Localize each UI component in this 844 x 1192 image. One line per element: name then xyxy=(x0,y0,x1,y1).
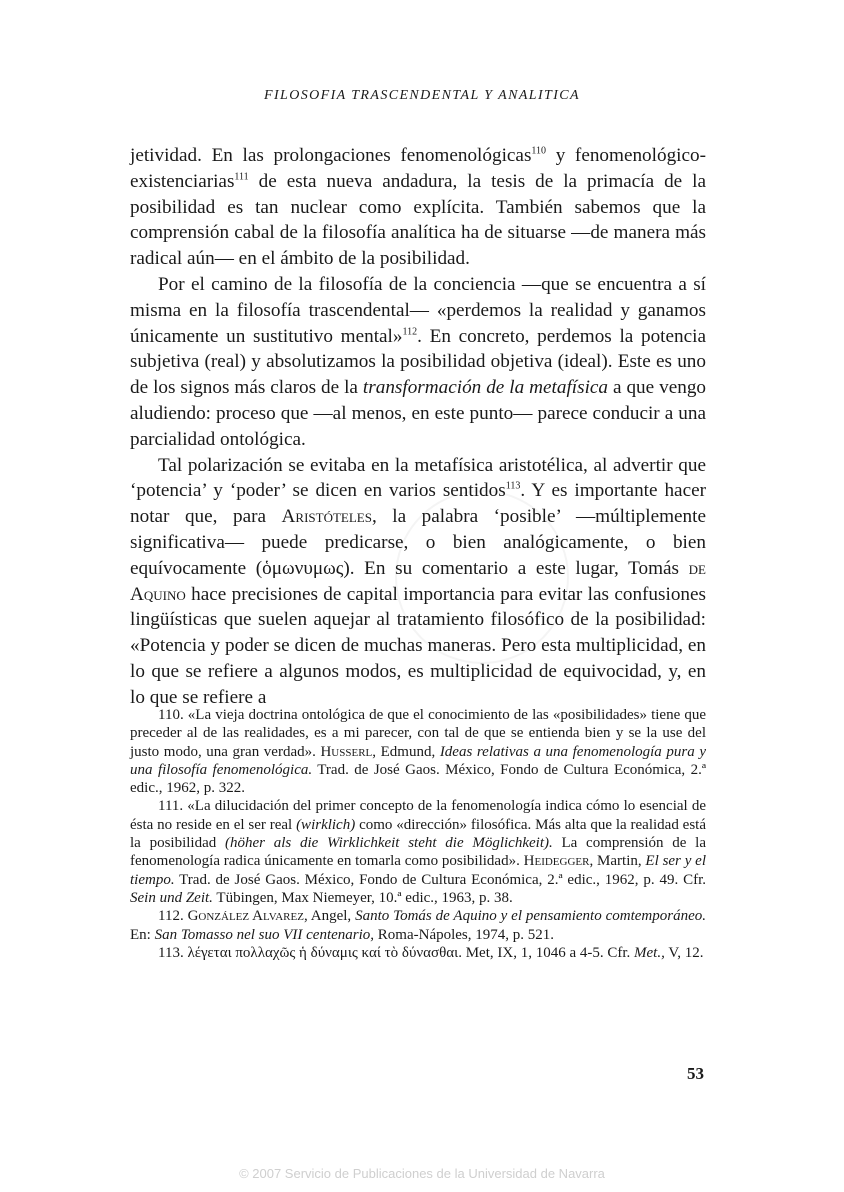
footnote-ref-110[interactable]: 110 xyxy=(531,145,547,157)
paragraph-3: Tal polarización se evitaba en la metafísica aristotélica, al advertir que ‘potencia’ y ‘poder’ se dicen en varios sentidos$^{113}$. Y es importante hacer notar que, para Aristóteles, la palabra ‘posible’ —múltiplemente significativa— puede predicarse, o bien analógicamente, o bien equívocamente (ὁμωνυμως). En su comentario a este lugar, Tomás de Aquino hace precisiones de capital importancia para evitar las confusiones lingüísticas que suelen aquejar al tratamiento filosófico de la posibilidad: «Potencia y poder se dicen de muchas maneras. Pero esta multiplicidad, en lo que se refiere a algunos modos, es multiplicidad de equivocidad, y, en lo que se refiere a xyxy=(130,454,706,708)
footnote-110: 110. «La vieja doctrina ontológica de que el conocimiento de las «posibilidades» tiene que preceder al de las realidades, es a mi parecer, con tal de que se entienda bien y se la use del justo modo, una gran verdad». Husserl, Edmund, Ideas relativas a una fenomenología pura y una filosofía fenomenológica. Trad. de José Gaos. México, Fondo de Cultura Económica, 2.ª edic., 1962, p. 322. xyxy=(130,707,706,797)
paragraph-1: jetividad. En las prolongaciones fenomenológicas$^{110}$ y fenomenológico-existenciarias$^{111}$ de esta nueva andadura, la tesis de la primacía de la posibilidad es tan nuclear como explícita. También sabemos que la comprensión cabal de la filosofía analítica ha de situarse —de manera más radical aún— en el ámbito de la posibilidad. xyxy=(130,145,707,270)
paragraph-2: Por el camino de la filosofía de la conciencia —que se encuentra a sí misma en la filosofía trascendental— «perdemos la realidad y ganamos únicamente un sustitutivo mental»$^{112}$. En concreto, perdemos la potencia subjetiva (real) y absolutizamos la posibilidad objetiva (ideal). Este es uno de los signos más claros de la transformación de la metafísica a que vengo aludiendo: proceso que —al menos, en este punto— parece conducir a una parcialidad ontológica. xyxy=(130,273,707,450)
footnote-113: 113. λέγεται πολλαχῶς ἡ δύναμις καί τὸ δύνασθαι. Met, IX, 1, 1046 a 4-5. Cfr. Met., V, 12. xyxy=(158,944,704,961)
footnote-ref-113[interactable]: 113 xyxy=(505,480,521,492)
copyright-footer: © 2007 Servicio de Publicaciones de la Universidad de Navarra xyxy=(239,1166,605,1181)
main-text xyxy=(130,143,706,711)
footnote-111: 111. «La dilucidación del primer concepto de la fenomenología indica cómo lo esencial de ésta no reside en el ser real (wirklich) como «dirección» filosófica. Más alta que la realidad está la posibilidad (höher als die Wirklichkeit steht die Möglichkeit). La comprensión de la fenomenología radica únicamente en tomarla como posibilidad». Heidegger, Martin, El ser y el tiempo. Trad. de José Gaos. México, Fondo de Cultura Económica, 2.ª edic., 1962, p. 49. Cfr. Sein und Zeit. Tübingen, Max Niemeyer, 10.ª edic., 1963, p. 38. xyxy=(130,798,707,906)
footnote-ref-112[interactable]: 112 xyxy=(402,326,418,338)
footnotes xyxy=(130,706,706,962)
page-number: 53 xyxy=(687,1064,704,1083)
footnote-112: 112. González Alvarez, Angel, Santo Tomás de Aquino y el pensamiento comtemporáneo. En: San Tomasso nel suo VII centenario, Roma-Nápoles, 1974, p. 521. xyxy=(130,908,706,943)
footnote-ref-111[interactable]: 111 xyxy=(234,171,249,183)
running-title: FILOSOFIA TRASCENDENTAL Y ANALITICA xyxy=(264,88,580,103)
